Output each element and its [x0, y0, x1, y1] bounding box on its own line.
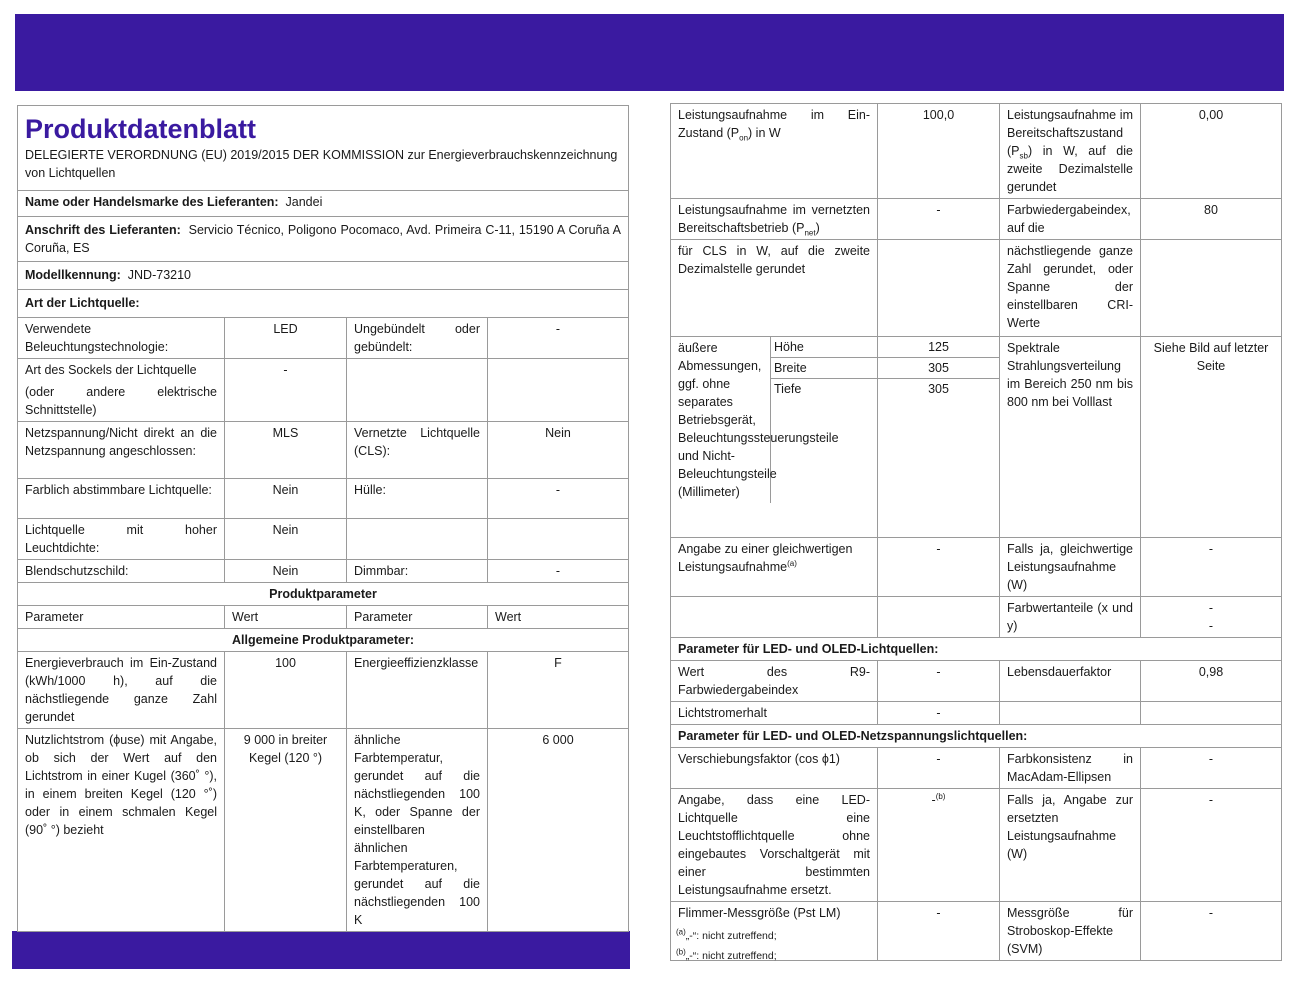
param-row — [671, 597, 1282, 638]
cap-value: - — [225, 359, 347, 422]
type-row — [18, 519, 629, 560]
dimensions-label: äußere Abmessungen, ggf. ohne separates Betriebsgerät, Beleuchtungssteuerungsteile und Nicht-Beleuchtungsteile (Millimeter) — [671, 337, 771, 503]
param-row-continued — [671, 240, 1282, 337]
tunable-label: Farblich abstimmbare Lichtquelle: — [18, 479, 225, 519]
mains-section-heading: Parameter für LED- und OLED-Netzspannungslichtquellen: — [671, 725, 1282, 748]
dimensions-row — [671, 337, 1282, 538]
page-title: Produktdatenblatt — [25, 114, 257, 144]
param-row — [671, 104, 1282, 199]
technology-label: Verwendete Beleuchtungstechnologie: — [18, 318, 225, 359]
footer-band — [12, 931, 630, 969]
pnet-label: Leistungsaufnahme im vernetzten Bereitschaftsbetrieb $(P_{net})$ — [671, 199, 878, 240]
footnotes — [676, 926, 777, 966]
dim-depth-value: 305 — [878, 379, 999, 400]
col-header-value: Wert — [488, 606, 629, 629]
pon-label: Leistungsaufnahme im Ein-Zustand $(P_{on})$ in W — [671, 104, 878, 199]
survival-value: 0,98 — [1141, 661, 1282, 702]
param-row — [671, 748, 1282, 789]
param-row — [18, 652, 629, 729]
empty-cell — [347, 359, 488, 422]
empty-cell — [878, 240, 1000, 337]
displacement-label: Verschiebungsfaktor (cos ϕ1) — [671, 748, 878, 789]
chroma-x-value: - — [1208, 601, 1214, 615]
replace-w-label: Falls ja, Angabe zur ersetzten Leistungsaufnahme (W) — [1000, 789, 1141, 902]
hld-value: Nein — [225, 519, 347, 560]
model-label: Modellkennung: — [25, 268, 121, 282]
product-params-section-row — [18, 583, 629, 606]
led-section-heading: Parameter für LED- und OLED-Lichtquellen: — [671, 638, 1282, 661]
replace-label: Angabe, dass eine LED-Lichtquelle eine Leuchtstofflichtquelle ohne eingebautes Vorschaltgerät mit einer bestimmten Leistungsaufnahme ersetzt. — [671, 789, 878, 902]
macadam-value: - — [1141, 748, 1282, 789]
beam-value: - — [488, 318, 629, 359]
tunable-value: Nein — [225, 479, 347, 519]
equiv-value: - — [878, 538, 1000, 597]
col-header-parameter: Parameter — [347, 606, 488, 629]
type-row — [18, 318, 629, 359]
param-row — [18, 729, 629, 932]
antiglare-value: Nein — [225, 560, 347, 583]
pnet-value: - — [878, 199, 1000, 240]
col-header-value: Wert — [225, 606, 347, 629]
r9-value: - — [878, 661, 1000, 702]
left-datasheet-table — [17, 105, 629, 932]
header-band — [15, 14, 1284, 91]
general-params-section-row — [18, 629, 629, 652]
column-header-row — [18, 606, 629, 629]
footnote-a: $^{(a)}$„-“: nicht zutreffend; — [676, 927, 777, 942]
svm-label: Messgröße für Stroboskop-Effekte (SVM) — [1000, 902, 1141, 961]
mains-section-row — [671, 725, 1282, 748]
param-row — [671, 661, 1282, 702]
type-row — [18, 359, 629, 422]
dim-depth-label: Tiefe — [771, 379, 877, 400]
equiv-w-value: - — [1141, 538, 1282, 597]
type-row — [18, 422, 629, 479]
pnet-label-continued: für CLS in W, auf die zweite Dezimalstelle gerundet — [671, 240, 878, 337]
supplier-address-row — [18, 217, 629, 262]
macadam-label: Farbkonsistenz in MacAdam-Ellipsen — [1000, 748, 1141, 789]
svm-value: - — [1141, 902, 1282, 961]
cct-label: ähnliche Farbtemperatur, gerundet auf die nächstliegenden 100 K, oder Spanne der einstellbaren ähnlichen Farbtemperaturen, gerundet auf die nächstliegenden 100 K — [347, 729, 488, 932]
pon-value: 100,0 — [878, 104, 1000, 199]
antiglare-label: Blendschutzschild: — [18, 560, 225, 583]
flux-label: Nutzlichtstrom (ϕuse) mit Angabe, ob sich der Wert auf den Lichtstrom in einer Kugel (360˚ °), in einem breiten Kegel (120 °˚) oder in einem schmalen Kegel (90˚ °) bezieht — [18, 729, 225, 932]
supplier-address-value: Servicio Técnico, Poligono Pocomaco, Avd. Primeira C-11, 15190 A Coruña A Coruña, ES — [25, 223, 622, 255]
psb-label: Leistungsaufnahme im Bereitschaftszustand $(P_{sb})$ in W, auf die zweite Dezimalstelle gerundet — [1000, 104, 1141, 199]
cct-value: 6 000 — [488, 729, 629, 932]
maintenance-value: - — [878, 702, 1000, 725]
dimmable-label: Dimmbar: — [347, 560, 488, 583]
beam-label: Ungebündelt oder gebündelt: — [347, 318, 488, 359]
hld-label: Lichtquelle mit hoher Leuchtdichte: — [18, 519, 225, 560]
title-row — [18, 106, 629, 191]
param-row — [671, 199, 1282, 240]
model-row — [18, 262, 629, 290]
supplier-name-label: Name oder Handelsmarke des Lieferanten: — [25, 195, 279, 209]
product-params-heading: Produktparameter — [18, 583, 629, 606]
replace-value-cell — [878, 789, 1000, 902]
mains-label: Netzspannung/Nicht direkt an die Netzspannung angeschlossen: — [18, 422, 225, 479]
flicker-label: Flimmer-Messgröße (Pst LM) — [671, 902, 878, 961]
empty-cell — [671, 597, 878, 638]
param-row — [671, 538, 1282, 597]
empty-cell — [1141, 240, 1282, 337]
cri-value: 80 — [1141, 199, 1282, 240]
dimensions-cell — [671, 337, 878, 538]
replace-w-value: - — [1141, 789, 1282, 902]
maintenance-label: Lichtstromerhalt — [671, 702, 878, 725]
type-row — [18, 560, 629, 583]
footnote-b: $^{(b)}$„-“: nicht zutreffend; — [676, 947, 777, 962]
supplier-name-value: Jandei — [285, 195, 323, 209]
dim-width-value: 305 — [878, 358, 999, 379]
empty-cell — [1000, 702, 1141, 725]
cls-value: Nein — [488, 422, 629, 479]
eec-value: F — [488, 652, 629, 729]
cap-label: Art des Sockels der Lichtquelle — [25, 363, 197, 377]
led-section-row — [671, 638, 1282, 661]
right-datasheet-table — [670, 103, 1282, 961]
regulation-text: DELEGIERTE VERORDNUNG (EU) 2019/2015 DER KOMMISSION zur Energieverbrauchskennzeichnung von Lichtquellen — [25, 148, 618, 180]
empty-cell — [347, 519, 488, 560]
param-row — [671, 789, 1282, 902]
eec-label: Energieeffizienzklasse — [347, 652, 488, 729]
survival-label: Lebensdauerfaktor — [1000, 661, 1141, 702]
model-value: JND-73210 — [127, 268, 192, 282]
energy-value: 100 — [225, 652, 347, 729]
dim-height-value: 125 — [928, 340, 949, 354]
flicker-value: - — [878, 902, 1000, 961]
cri-label: Farbwiedergabeindex, auf die — [1000, 199, 1141, 240]
replace-footnote-mark: (b) — [935, 791, 946, 801]
dimmable-value: - — [488, 560, 629, 583]
dim-width-label: Breite — [771, 358, 877, 379]
technology-value: LED — [225, 318, 347, 359]
empty-cell — [878, 597, 1000, 638]
energy-label: Energieverbrauch im Ein-Zustand (kWh/1000 h), auf die nächstliegende ganze Zahl gerundet — [18, 652, 225, 729]
empty-cell — [488, 519, 629, 560]
type-section-heading: Art der Lichtquelle: — [18, 290, 629, 318]
flux-value: 9 000 in breiter Kegel (120 °) — [225, 729, 347, 932]
dimension-values — [878, 337, 999, 399]
chroma-y-value: - — [1208, 619, 1214, 633]
spd-value: Siehe Bild auf letzter Seite — [1141, 337, 1282, 538]
dim-height-label: Höhe — [774, 340, 804, 354]
supplier-name-row — [18, 191, 629, 217]
col-header-parameter: Parameter — [18, 606, 225, 629]
empty-cell — [488, 359, 629, 422]
cls-label: Vernetzte Lichtquelle (CLS): — [347, 422, 488, 479]
replace-value: - — [931, 793, 936, 807]
psb-value: 0,00 — [1141, 104, 1282, 199]
general-params-heading: Allgemeine Produktparameter: — [18, 629, 629, 652]
chroma-label: Farbwertanteile (x und y) — [1000, 597, 1141, 638]
param-row — [671, 702, 1282, 725]
equiv-w-label: Falls ja, gleichwertige Leistungsaufnahme (W) — [1000, 538, 1141, 597]
envelope-label: Hülle: — [347, 479, 488, 519]
cri-label-continued: nächstliegende ganze Zahl gerundet, oder Spanne der einstellbaren CRI-Werte — [1000, 240, 1141, 337]
type-row — [18, 479, 629, 519]
equiv-label: Angabe zu einer gleichwertigen Leistungsaufnahme$^{(a)}$ — [671, 538, 878, 597]
dimension-values-cell — [878, 337, 1000, 538]
r9-label: Wert des R9-Farbwiedergabeindex — [671, 661, 878, 702]
displacement-value: - — [878, 748, 1000, 789]
mains-value: MLS — [225, 422, 347, 479]
envelope-value: - — [488, 479, 629, 519]
spd-label: Spektrale Strahlungsverteilung im Bereich 250 nm bis 800 nm bei Volllast — [1000, 337, 1141, 538]
dimension-names — [771, 337, 877, 399]
type-section-row — [18, 290, 629, 318]
supplier-address-label: Anschrift des Lieferanten: — [25, 223, 181, 237]
empty-cell — [1141, 702, 1282, 725]
cap-label-extra: (oder andere elektrische Schnittstelle) — [25, 385, 217, 417]
